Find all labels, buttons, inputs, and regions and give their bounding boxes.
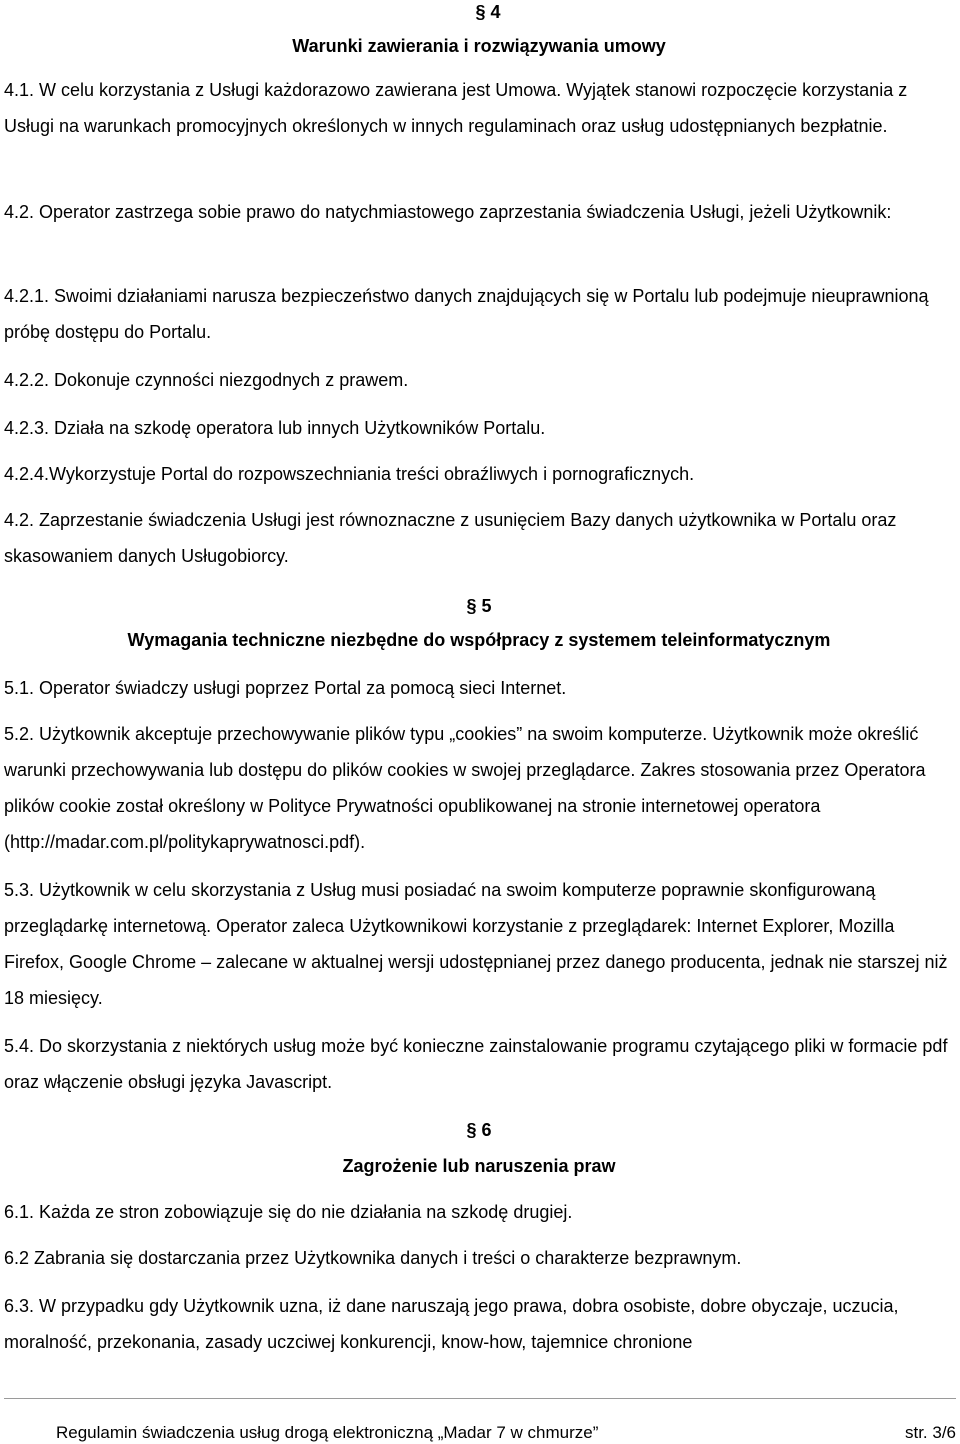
document-page [4,0,954,1444]
paragraph-4-2: 4.2. Operator zastrzega sobie prawo do natychmiastowego zaprzestania świadczenia Usługi, jeżeli Użytkownik: [4,202,892,222]
paragraph-4-2-4: 4.2.4.Wykorzystuje Portal do rozpowszechniania treści obraźliwych i pornograficznych. [4,464,695,484]
paragraph-4-2-2: 4.2.2. Dokonuje czynności niezgodnych z prawem. [4,370,409,390]
paragraph-4-2-1: 4.2.1. Swoimi działaniami narusza bezpieczeństwo danych znajdujących się w Portalu lub podejmuje nieuprawnioną próbę dostępu do Portalu. [4,286,929,342]
page-number: str. 3/6 [904,1423,956,1442]
paragraph-6-3: 6.3. W przypadku gdy Użytkownik uzna, iż dane naruszają jego prawa, dobra osobiste, dobre obyczaje, uczucia, moralność, przekonania, zasady uczciwej konkurencji, know-how, tajemnice chronione [4,1296,899,1352]
paragraph-4-1: 4.1. W celu korzystania z Usługi każdorazowo zawierana jest Umowa. Wyjątek stanowi rozpoczęcie korzystania z Usługi na warunkach promocyjnych określonych w innych regulaminach oraz usług udostępnianych bezpłatnie. [4,80,908,136]
paragraph-6-1: 6.1. Każda ze stron zobowiązuje się do nie działania na szkodę drugiej. [4,1202,573,1222]
paragraph-5-2: 5.2. Użytkownik akceptuje przechowywanie plików typu „cookies” na swoim komputerze. Użytkownik może określić warunki przechowywania lub dostępu do plików cookies w swojej przeglądarce. Zakres stosowania przez Operatora plików cookie został określony w Polityce Prywatności opublikowanej na stronie internetowej operatora (http://madar.com.pl/politykaprywatnosci.pdf). [4,724,926,852]
section-heading: Wymagania techniczne niezbędne do współpracy z systemem teleinformatycznym [127,630,831,650]
section-number: § 5 [466,596,492,616]
paragraph-4-2-3: 4.2.3. Działa na szkodę operatora lub innych Użytkowników Portalu. [4,418,546,438]
footer-divider [4,1398,956,1399]
section-number: § 4 [475,2,501,22]
paragraph-4-2-final: 4.2. Zaprzestanie świadczenia Usługi jest równoznaczne z usunięciem Bazy danych użytkownika w Portalu oraz skasowaniem danych Usługobiorcy. [4,510,897,566]
page-footer [56,1422,956,1444]
paragraph-6-2: 6.2 Zabrania się dostarczania przez Użytkownika danych i treści o charakterze bezprawnym. [4,1248,742,1268]
paragraph-5-1: 5.1. Operator świadczy usługi poprzez Portal za pomocą sieci Internet. [4,678,567,698]
paragraph-5-4: 5.4. Do skorzystania z niektórych usług może być konieczne zainstalowanie programu czytającego pliki w formacie pdf oraz włączenie obsługi języka Javascript. [4,1036,948,1092]
section-heading: Warunki zawierania i rozwiązywania umowy [292,36,666,56]
section-number: § 6 [466,1120,492,1140]
section-heading: Zagrożenie lub naruszenia praw [342,1156,616,1176]
paragraph-5-3: 5.3. Użytkownik w celu skorzystania z Usług musi posiadać na swoim komputerze poprawnie skonfigurowaną przeglądarkę internetową. Operator zaleca Użytkownikowi korzystanie z przeglądarek: Internet Explorer, Mozilla Firefox, Google Chrome – zalecane w aktualnej wersji udostępnianej przez danego producenta, jednak nie starszej niż 18 miesięcy. [4,880,948,1008]
footer-title: Regulamin świadczenia usług drogą elektroniczną „Madar 7 w chmurze” [56,1423,599,1442]
